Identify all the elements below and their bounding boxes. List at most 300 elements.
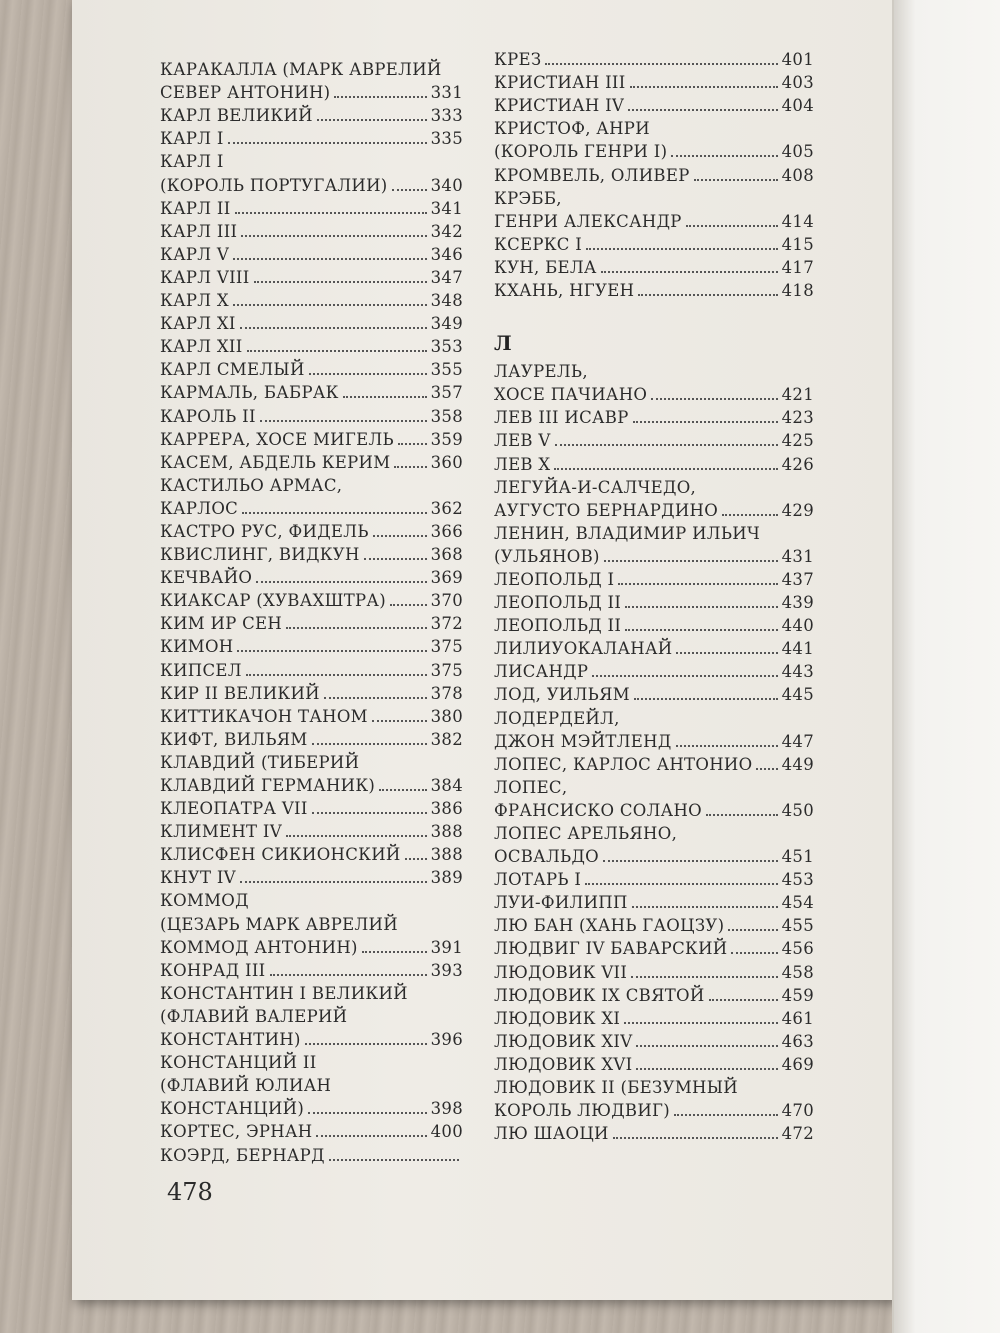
entry-name: КРИСТИАН IV [494,96,625,116]
leader-dots [651,398,777,400]
entry-name: КАРЛ II [160,198,231,218]
entry-name: КНУТ IV [160,868,236,888]
index-entry [494,279,814,302]
entry-page-number: 333 [430,106,463,126]
entry-name: КАРАКАЛЛА (МАРК АВРЕЛИЙ [160,60,442,80]
index-entry-line [160,635,463,658]
index-column-right [494,48,814,1145]
entry-name: КИАКСАР (ХУВАХШТРА) [160,591,386,611]
entry-name: КОНСТАНТИН) [160,1030,301,1050]
entry-name: КЛИМЕНТ IV [160,822,282,842]
entry-name: ХОСЕ ПАЧИАНО [494,385,648,405]
leader-dots [604,560,778,562]
index-entry-line [160,197,463,220]
entry-page-number: 453 [781,870,814,890]
entry-name: КАРОЛЬ II [160,406,256,426]
index-entry-line [160,1074,463,1097]
entry-name: КЛАВДИЙ ГЕРМАНИК) [160,776,376,795]
leader-dots [246,674,427,676]
entry-page-number: 347 [430,267,463,287]
entry-page-number: 414 [781,211,814,231]
entry-name: КОНСТАНЦИЙ) [160,1099,305,1119]
leader-dots [671,155,777,157]
index-entry-line [494,163,814,186]
leader-dots [631,976,777,978]
leader-dots [613,1137,778,1139]
entry-page-number: 472 [781,1124,814,1144]
index-entry-line [494,1099,814,1122]
index-entry [494,868,814,891]
entry-name: ЛУИ-ФИЛИПП [494,893,628,913]
index-group-l [494,360,814,1145]
entry-name: КОРТЕС, ЭРНАН [160,1122,313,1142]
entry-page-number: 348 [430,291,463,311]
index-entry-line [494,960,814,983]
index-entry-line [160,820,463,843]
entry-page-number: 456 [781,939,814,959]
entry-page-number: 463 [781,1031,814,1051]
index-entry-line [160,959,463,982]
leader-dots [392,189,427,191]
leader-dots [317,119,427,121]
entry-page-number: 388 [430,845,463,865]
entry-page-number: 461 [781,1008,814,1028]
leader-dots [624,1022,777,1024]
leader-dots [625,606,777,608]
entry-page-number: 425 [781,431,814,451]
index-entry-line [494,1030,814,1053]
index-entry-line [494,522,814,545]
leader-dots [247,350,427,352]
entry-name: СЕВЕР АНТОНИН) [160,83,331,103]
leader-dots [585,883,777,885]
index-entry-line [160,266,463,289]
index-entry-line [160,982,463,1005]
index-entry-line [494,706,814,729]
entry-page-number: 393 [430,960,463,980]
index-entry [160,866,463,889]
entry-name: КЛАВДИЙ (ТИБЕРИЙ [160,752,360,772]
index-entry-line [160,751,463,774]
entry-page-number: 353 [430,337,463,357]
index-entry [160,58,463,104]
leader-dots [242,512,427,514]
index-entry [494,683,814,706]
index-entry-line [494,984,814,1007]
index-entry [494,233,814,256]
leader-dots [756,768,777,770]
entry-name: КАРЛ VIII [160,267,250,287]
index-entry-line [494,499,814,522]
entry-page-number: 366 [430,521,463,541]
index-entry [160,843,463,866]
entry-name: ЛЮДОВИК IX СВЯТОЙ [494,985,705,1005]
leader-dots [237,650,426,652]
entry-name: ЛОДЕРДЕЙЛ, [494,708,620,728]
index-entry-line [160,1005,463,1028]
index-entry [494,476,814,522]
index-entry-line [160,866,463,889]
index-entry-line [494,1076,814,1099]
index-entry-line [494,868,814,891]
index-entry [160,428,463,451]
leader-dots [405,858,427,860]
index-entry-line [160,358,463,381]
leader-dots [676,652,777,654]
entry-page-number: 417 [781,257,814,277]
entry-name: ЛЮ БАН (ХАНЬ ГАОЦЗУ) [494,916,725,936]
entry-name: КУН, БЕЛА [494,257,597,277]
entry-name: (ЦЕЗАРЬ МАРК АВРЕЛИЙ [160,914,398,934]
leader-dots [390,604,427,606]
entry-name: ЛЕОПОЛЬД I [494,569,615,589]
entry-name: ЛЕОПОЛЬД II [494,593,622,613]
leader-dots [373,535,427,537]
entry-page-number: 423 [781,408,814,428]
entry-page-number: 359 [430,429,463,449]
index-entry [494,48,814,71]
index-entry-line [494,1122,814,1145]
index-entry-line [494,140,814,163]
index-entry-line [160,289,463,312]
leader-dots [334,96,426,98]
leader-dots [256,581,426,583]
index-entry [160,1120,463,1143]
entry-name: ЛЮДВИГ IV БАВАРСКИЙ [494,939,728,959]
entry-page-number: 403 [781,73,814,93]
index-entry [494,776,814,822]
index-entry [494,937,814,960]
leader-dots [235,212,427,214]
entry-page-number: 341 [430,198,463,218]
leader-dots [545,63,777,65]
index-group-k [494,48,814,302]
leader-dots [372,720,427,722]
index-entry-line [160,58,463,81]
entry-page-number: 450 [781,800,814,820]
index-entry [160,543,463,566]
entry-page-number: 437 [781,569,814,589]
index-entry-line [494,730,814,753]
entry-page-number: 429 [781,500,814,520]
entry-page-number: 459 [781,985,814,1005]
index-entry [494,706,814,752]
index-entry [160,243,463,266]
index-entry [494,614,814,637]
leader-dots [634,698,778,700]
index-entry-line [494,545,814,568]
leader-dots [233,304,427,306]
entry-page-number: 404 [781,96,814,116]
entry-name: ДЖОН МЭЙТЛЕНД [494,731,672,751]
index-entry-line [160,220,463,243]
entry-name: ЛЕГУЙА-И-САЛЧЕДО, [494,477,697,497]
index-entry [160,312,463,335]
entry-name: КАРЛ I [160,129,224,149]
index-entry-line [160,936,463,959]
leader-dots [308,1112,426,1114]
index-entry [494,256,814,279]
entry-name: КАСТИЛЬО АРМАС, [160,475,343,495]
leader-dots [233,258,426,260]
leader-dots [709,999,778,1001]
entry-name: КХАНЬ, НГУЕН [494,281,635,301]
index-entry-line [160,1120,463,1143]
leader-dots [676,745,778,747]
leader-dots [398,443,427,445]
index-entry [160,751,463,797]
leader-dots [686,225,778,227]
leader-dots [722,514,778,516]
entry-name: КЛИСФЕН СИКИОНСКИЙ [160,845,401,865]
entry-name: КЕЧВАЙО [160,568,253,588]
entry-name: КИР II ВЕЛИКИЙ [160,683,320,703]
leader-dots [628,109,777,111]
index-entry [160,1051,463,1120]
leader-dots [240,327,427,329]
entry-page-number: 470 [781,1101,814,1121]
entry-name: АУГУСТО БЕРНАРДИНО [494,500,719,520]
index-entry [160,197,463,220]
leader-dots [394,466,426,468]
entry-name: КРЭББ, [494,188,562,208]
entry-page-number: 443 [781,662,814,682]
leader-dots [270,974,427,976]
entry-page-number: 342 [430,221,463,241]
entry-page-number: 396 [430,1030,463,1050]
index-entry-line [160,335,463,358]
index-entry [494,1007,814,1030]
index-entry-line [494,256,814,279]
index-entry-line [160,705,463,728]
index-entry [494,660,814,683]
index-entry-line [160,589,463,612]
index-entry [160,682,463,705]
entry-page-number: 408 [781,165,814,185]
index-entry [160,451,463,474]
index-entry-line [494,591,814,614]
entry-page-number: 441 [781,639,814,659]
index-entry-line [494,429,814,452]
entry-name: (ФЛАВИЙ ЮЛИАН [160,1076,332,1096]
index-entry-line [494,614,814,637]
entry-name: КРОМВЕЛЬ, ОЛИВЕР [494,165,690,185]
index-entry-line [494,937,814,960]
entry-name: ОСВАЛЬДО [494,847,600,867]
index-entry-line [494,476,814,499]
leader-dots [240,881,427,883]
entry-page-number: 375 [430,637,463,657]
index-entry [494,914,814,937]
leader-dots [633,421,778,423]
entry-name: ЛОТАРЬ I [494,870,582,890]
entry-name: КСЕРКС I [494,234,583,254]
leader-dots [592,675,777,677]
entry-name: КЛЕОПАТРА VII [160,799,308,819]
entry-name: ЛЕНИН, ВЛАДИМИР ИЛЬИЧ [494,523,761,543]
entry-page-number: 454 [781,893,814,913]
index-column-left [160,58,463,1167]
index-entry [160,381,463,404]
index-entry [494,984,814,1007]
index-entry-line [494,753,814,776]
leader-dots [312,812,427,814]
index-entry [494,637,814,660]
entry-name: КАРЛ XI [160,314,236,334]
index-entry-line [494,845,814,868]
entry-name: КАРРЕРА, ХОСЕ МИГЕЛЬ [160,429,394,449]
index-entry-line [160,797,463,820]
entry-page-number: 400 [430,1122,463,1142]
index-entry-line [494,914,814,937]
entry-name: КИМОН [160,637,234,657]
entry-name: КАРМАЛЬ, БАБРАК [160,383,339,403]
entry-page-number: 426 [781,454,814,474]
entry-name: КИФТ, ВИЛЬЯМ [160,729,308,749]
index-entry [160,358,463,381]
leader-dots [364,558,427,560]
entry-page-number: 445 [781,685,814,705]
entry-page-number: 469 [781,1054,814,1074]
entry-name: КОНСТАНЦИЙ II [160,1053,317,1073]
index-entry-line [160,150,463,173]
index-entry [494,406,814,429]
index-entry [160,220,463,243]
entry-name: (УЛЬЯНОВ) [494,546,600,566]
leader-dots [601,271,778,273]
entry-name: КАРЛ ВЕЛИКИЙ [160,106,313,126]
index-entry-line [160,428,463,451]
entry-name: КАРЛ V [160,244,230,264]
entry-page-number: 401 [781,50,814,70]
leader-dots [731,952,777,954]
leader-dots [379,789,426,791]
index-entry-line [494,822,814,845]
entry-page-number: 398 [430,1099,463,1119]
entry-name: КОНРАД III [160,960,266,980]
entry-page-number: 331 [430,83,463,103]
index-entry [494,117,814,163]
leader-dots [228,142,427,144]
index-entry-line [160,173,463,196]
index-entry-line [160,843,463,866]
index-entry-line [494,48,814,71]
entry-page-number: 369 [430,568,463,588]
entry-page-number: 388 [430,822,463,842]
entry-page-number: 447 [781,731,814,751]
index-entry [494,187,814,233]
entry-name: ЛЕОПОЛЬД II [494,616,622,636]
entry-name: ЛОПЕС, [494,777,568,797]
entry-page-number: 405 [781,142,814,162]
index-entry [494,1053,814,1076]
index-entry [494,71,814,94]
index-entry [494,360,814,406]
entry-page-number: 340 [430,175,463,195]
leader-dots [638,294,777,296]
index-entry [160,889,463,958]
leader-dots [329,1159,459,1161]
entry-page-number: 449 [781,754,814,774]
index-entry [160,520,463,543]
leader-dots [625,629,777,631]
index-entry [160,589,463,612]
index-entry-line [160,728,463,751]
leader-dots [241,235,426,237]
index-entry-line [160,612,463,635]
index-entry [160,104,463,127]
entry-page-number: 455 [781,916,814,936]
index-entry [160,820,463,843]
index-entry-line [160,566,463,589]
entry-name: КРИСТИАН III [494,73,626,93]
entry-page-number: 451 [781,847,814,867]
entry-page-number: 389 [430,868,463,888]
entry-name: КАРЛ X [160,291,229,311]
entry-page-number: 415 [781,234,814,254]
index-entry-line [160,912,463,935]
page-number: 478 [167,1178,213,1206]
entry-name: КОЭРД, БЕРНАРД [160,1145,325,1165]
entry-name: ЛЕВ X [494,454,551,474]
index-entry-line [160,312,463,335]
entry-page-number: 346 [430,244,463,264]
index-entry [160,635,463,658]
leader-dots [706,814,778,816]
index-entry-line [160,658,463,681]
index-entry [494,1122,814,1145]
entry-page-number: 458 [781,962,814,982]
entry-name: КОРОЛЬ ЛЮДВИГ) [494,1101,671,1121]
index-entry [494,429,814,452]
leader-dots [632,906,778,908]
index-entry-line [494,568,814,591]
entry-name: КАРЛ I [160,152,224,172]
index-entry [160,150,463,196]
index-entry-line [160,1143,463,1166]
index-entry-line [160,104,463,127]
entry-name: ЛЕВ V [494,431,551,451]
entry-page-number: 370 [430,591,463,611]
index-entry-line [160,381,463,404]
index-entry-line [494,452,814,475]
index-entry-line [160,543,463,566]
index-entry-line [494,279,814,302]
index-entry [494,163,814,186]
entry-name: ЛЮДОВИК XI [494,1008,621,1028]
index-entry [494,960,814,983]
index-entry-line [494,660,814,683]
entry-page-number: 335 [430,129,463,149]
entry-name: ЛЮ ШАОЦИ [494,1124,609,1144]
entry-name: ЛЮДОВИК VII [494,962,628,982]
entry-name: ЛАУРЕЛЬ, [494,362,588,382]
index-entry-line [160,127,463,150]
index-entry [160,404,463,427]
index-entry [494,1030,814,1053]
index-entry-line [494,117,814,140]
index-entry [160,1143,463,1166]
entry-page-number: 382 [430,729,463,749]
index-entry [494,94,814,117]
index-entry-line [494,71,814,94]
entry-name: КАРЛ XII [160,337,243,357]
leader-dots [286,627,427,629]
index-entry-line [494,637,814,660]
leader-dots [316,1135,426,1137]
leader-dots [636,1045,777,1047]
entry-name: КОММОД [160,891,249,911]
